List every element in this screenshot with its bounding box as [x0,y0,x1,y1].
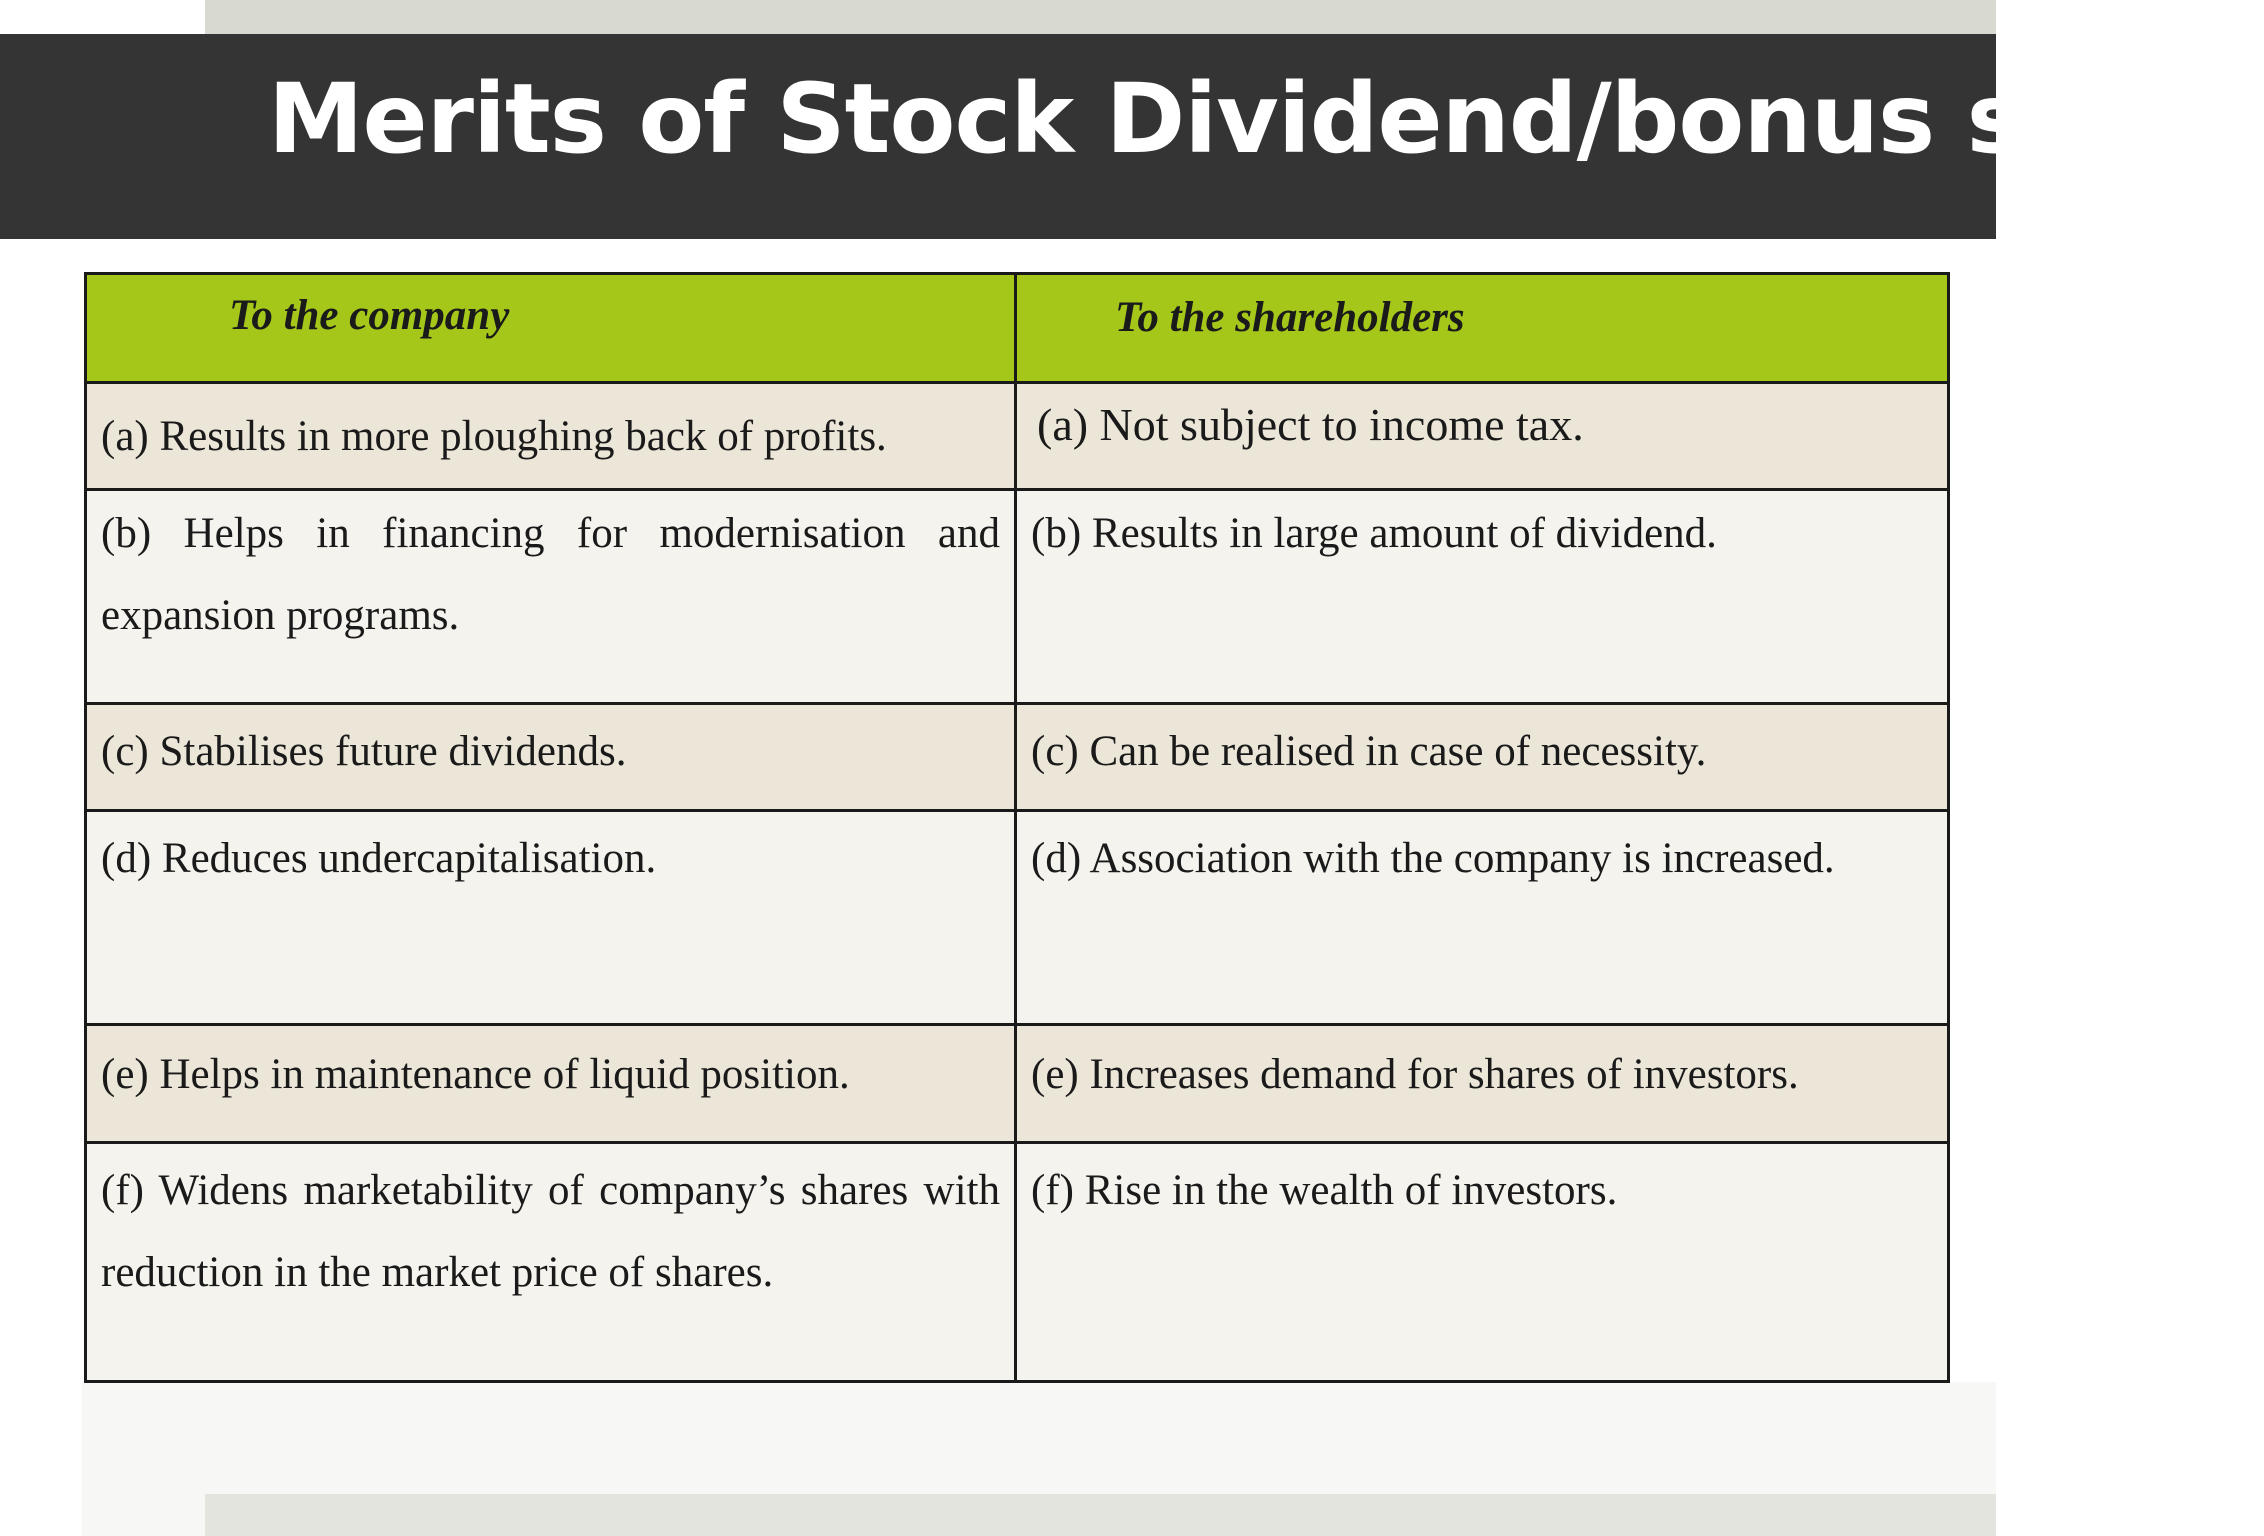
company-merit-d: (d) Reduces undercapitalisation. [86,811,1016,1025]
slide-title: Merits of Stock Dividend/bonus share [268,63,2264,175]
title-bar [0,34,2264,239]
company-merit-a: (a) Results in more ploughing back of profits. [86,383,1016,490]
company-merit-b: (b) Helps in financing for modernisation and expansion programs. [86,490,1016,704]
shareholder-merit-d: (d) Association with the company is increased. [1016,811,1949,1025]
company-merit-f: (f) Widens marketability of company’s shares with reduction in the market price of shares. [86,1143,1016,1382]
table-row [86,704,1949,811]
merits-table [84,272,1950,1383]
bottom-decor-strip [205,1494,1996,1536]
shareholder-merit-b: (b) Results in large amount of dividend. [1016,490,1949,704]
table-row [86,811,1949,1025]
shareholder-merit-c: (c) Can be realised in case of necessity. [1016,704,1949,811]
shareholder-merit-a: (a) Not subject to income tax. [1016,383,1949,490]
top-decor-strip [205,0,1996,34]
table-row [86,383,1949,490]
company-merit-e: (e) Helps in maintenance of liquid position. [86,1025,1016,1143]
table-row [86,490,1949,704]
table-row [86,1025,1949,1143]
table-row [86,1143,1949,1382]
column-header-company: To the company [86,274,1016,383]
table-header-row [86,274,1949,383]
shareholder-merit-f: (f) Rise in the wealth of investors. [1016,1143,1949,1382]
company-merit-c: (c) Stabilises future dividends. [86,704,1016,811]
column-header-shareholders: To the shareholders [1016,274,1949,383]
shareholder-merit-e: (e) Increases demand for shares of investors. [1016,1025,1949,1143]
